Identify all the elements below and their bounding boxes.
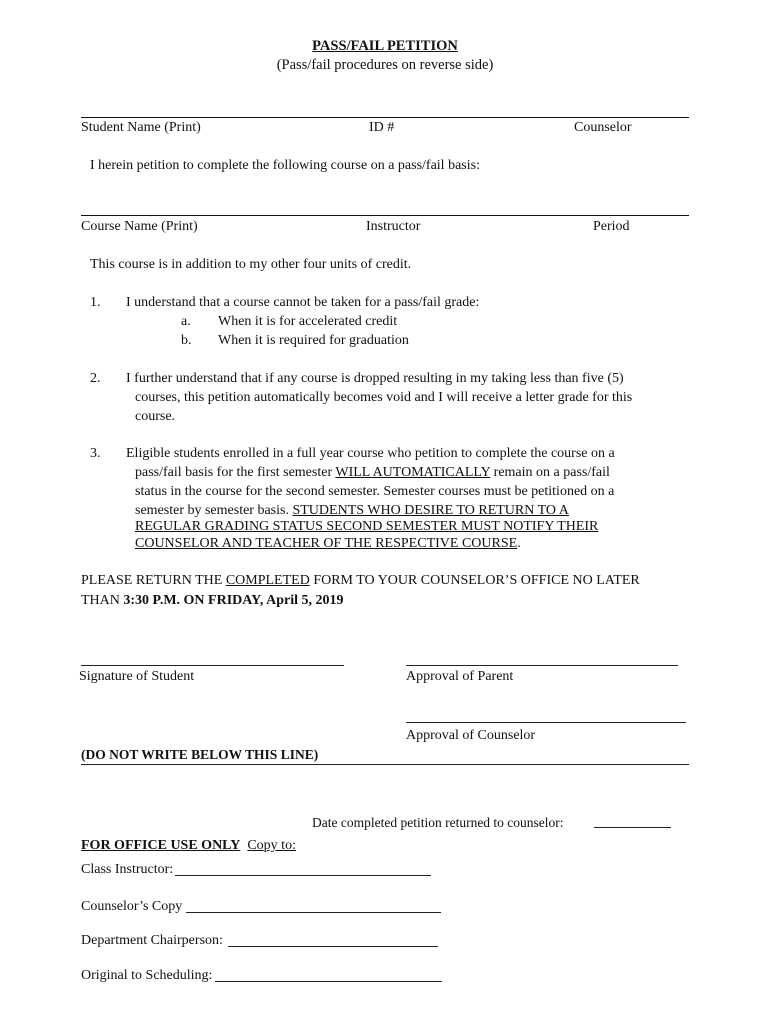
original-scheduling-label: Original to Scheduling: bbox=[81, 968, 213, 983]
item-2-line-3: course. bbox=[135, 409, 176, 424]
page-subtitle: (Pass/fail procedures on reverse side) bbox=[276, 57, 494, 73]
student-signature-line[interactable] bbox=[81, 665, 344, 666]
page-title: PASS/FAIL PETITION bbox=[312, 38, 458, 54]
office-use-only: FOR OFFICE USE ONLY bbox=[81, 838, 241, 853]
office-use-header bbox=[81, 838, 296, 854]
item-1b-letter: b. bbox=[181, 333, 192, 348]
do-not-write-notice: (DO NOT WRITE BELOW THIS LINE) bbox=[81, 747, 319, 762]
return-notice-than: THAN bbox=[81, 593, 124, 608]
item-3-line-3: status in the course for the second semester. Semester courses must be petitioned on a bbox=[135, 484, 615, 499]
parent-approval-line[interactable] bbox=[406, 665, 678, 666]
item-1-text: I understand that a course cannot be taken for a pass/fail grade: bbox=[126, 295, 480, 310]
return-deadline: 3:30 P.M. ON FRIDAY, April 5, 2019 bbox=[123, 593, 344, 608]
return-notice-pre: PLEASE RETURN THE bbox=[81, 573, 226, 588]
item-3-notice-3: COUNSELOR AND TEACHER OF THE RESPECTIVE COURSE bbox=[135, 536, 518, 551]
class-instructor-line[interactable] bbox=[175, 875, 431, 876]
return-notice-line-1 bbox=[81, 573, 640, 589]
class-instructor-label: Class Instructor: bbox=[81, 862, 174, 877]
counselors-copy-label: Counselor’s Copy bbox=[81, 899, 183, 914]
item-2-line-1: I further understand that if any course is dropped resulting in my taking less than five (5) bbox=[126, 371, 624, 386]
counselors-copy-line[interactable] bbox=[186, 912, 441, 913]
copy-to-label: Copy to: bbox=[247, 838, 296, 853]
item-3-line-4-pre: semester by semester basis. bbox=[135, 503, 293, 518]
item-2-number: 2. bbox=[90, 371, 101, 386]
course-name-label: Course Name (Print) bbox=[81, 219, 198, 234]
item-1a-letter: a. bbox=[181, 314, 191, 329]
student-info-line[interactable] bbox=[81, 117, 689, 118]
item-3-line-4 bbox=[135, 503, 569, 519]
return-notice-line-2 bbox=[81, 593, 344, 609]
item-3-line-1: Eligible students enrolled in a full year course who petition to complete the course on a bbox=[126, 446, 615, 461]
item-1a-text: When it is for accelerated credit bbox=[218, 314, 398, 329]
student-name-label: Student Name (Print) bbox=[81, 120, 201, 135]
student-signature-label: Signature of Student bbox=[79, 669, 195, 684]
item-3-line-2-post: remain on a pass/fail bbox=[490, 465, 610, 480]
item-1b-text: When it is required for graduation bbox=[218, 333, 409, 348]
office-divider-line bbox=[81, 764, 689, 765]
course-info-line[interactable] bbox=[81, 215, 689, 216]
item-1-number: 1. bbox=[90, 295, 101, 310]
date-returned-label: Date completed petition returned to counselor: bbox=[312, 815, 564, 830]
department-chair-label: Department Chairperson: bbox=[81, 933, 223, 948]
counselor-label: Counselor bbox=[574, 120, 632, 135]
period-label: Period bbox=[593, 219, 630, 234]
date-returned-line[interactable] bbox=[594, 827, 671, 828]
item-3-number: 3. bbox=[90, 446, 101, 461]
units-statement: This course is in addition to my other four units of credit. bbox=[90, 257, 412, 272]
item-3-line-6-post: . bbox=[517, 536, 521, 551]
instructor-label: Instructor bbox=[366, 219, 421, 234]
counselor-approval-line[interactable] bbox=[406, 722, 686, 723]
return-notice-completed: COMPLETED bbox=[225, 573, 310, 588]
item-3-line-6 bbox=[135, 536, 521, 552]
counselor-approval-label: Approval of Counselor bbox=[406, 728, 536, 743]
parent-approval-label: Approval of Parent bbox=[406, 669, 514, 684]
item-3-line-2-pre: pass/fail basis for the first semester bbox=[135, 465, 336, 480]
item-3-notice-1: STUDENTS WHO DESIRE TO RETURN TO A bbox=[292, 503, 569, 518]
department-chair-line[interactable] bbox=[228, 946, 438, 947]
student-id-label: ID # bbox=[369, 120, 395, 135]
item-2-line-2: courses, this petition automatically becomes void and I will receive a letter grade for this bbox=[135, 390, 633, 405]
original-scheduling-line[interactable] bbox=[215, 981, 442, 982]
item-3-emphasis: WILL AUTOMATICALLY bbox=[335, 465, 491, 480]
petition-statement: I herein petition to complete the following course on a pass/fail basis: bbox=[90, 158, 480, 173]
return-notice-post: FORM TO YOUR COUNSELOR’S OFFICE NO LATER bbox=[309, 573, 640, 588]
item-3-notice-2: REGULAR GRADING STATUS SECOND SEMESTER MUST NOTIFY THEIR bbox=[135, 519, 599, 534]
item-3-line-2 bbox=[135, 465, 610, 481]
